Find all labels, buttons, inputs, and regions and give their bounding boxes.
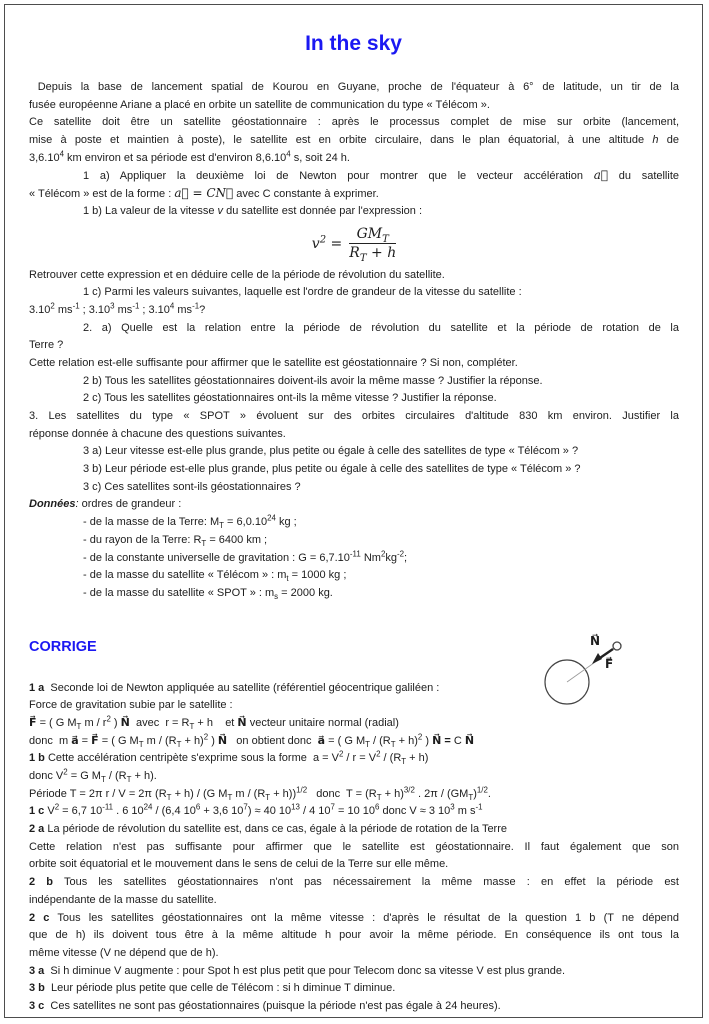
text-line: Retrouver cette expression et en déduire celle de la période de révolution du satellite. xyxy=(29,268,445,281)
text-line: 2 b Tous les satellites géostationnaires n'ont pas nécessairement la même masse : en effet la période est xyxy=(29,876,679,889)
fraction-numerator: $GM_T$ xyxy=(349,226,396,244)
text-line: 2 c) Tous les satellites géostationnaires ont-ils la même vitesse ? Justifier la réponse. xyxy=(83,392,497,405)
text-line: 1 a Seconde loi de Newton appliquée au satellite (référentiel géocentrique galiléen : xyxy=(29,681,440,694)
text-line: Force de gravitation subie par le satellite : xyxy=(29,699,233,712)
text-line: Depuis la base de lancement spatial de Kourou en Guyane, proche de l'équateur à 6° de latitude, un tir de la xyxy=(29,81,679,93)
orbit-diagram xyxy=(533,614,663,718)
page xyxy=(4,4,703,1018)
text-line: 3 c) Ces satellites sont-ils géostationnaires ? xyxy=(83,480,301,493)
satellite-circle xyxy=(613,642,621,650)
text-line: mise à poste et maintien à poste), le satellite est en orbite circulaire, dans le plan équatorial, à une altitude h de xyxy=(29,134,679,147)
text-line: 1 a) Appliquer la deuxième loi de Newton pour montrer que le vecteur accélération a⃗ du satellite xyxy=(83,168,679,183)
text-line: 1 b Cette accélération centripète s'exprime sous la forme $a = V^2 / r = V^2 / (R_T + h)$ xyxy=(29,750,429,767)
text-line: 3 b Leur période plus petite que celle de Télécom : si h diminue T diminue. xyxy=(29,982,396,995)
n-vector-label: N⃗ xyxy=(590,634,601,648)
text-line: 2. a) Quelle est la relation entre la période de révolution du satellite et la période de rotation de la xyxy=(83,321,679,334)
text-line: indépendante de la masse du satellite. xyxy=(29,893,217,906)
fraction xyxy=(349,226,397,264)
text-line: 2 c Tous les satellites géostationnaires ont la même vitesse : d'après le résultat de la question 1 b (T ne dépend xyxy=(29,911,679,924)
corrige-section xyxy=(29,680,679,1016)
text-line: - de la masse du satellite « Télécom » : $m_t = 1000$ kg ; xyxy=(83,569,347,584)
text-line: Cette relation n'est pas suffisante pour affirmer que le satellite est géostationnaire. Il faut également que son xyxy=(29,840,679,853)
corrige-text xyxy=(29,680,679,1016)
text-line: même vitesse (V ne dépend que de h). xyxy=(29,946,219,959)
text-line: Période T = 2π r / V = 2π $(R_T + h) / (G$ $M_T$ $m / (R_T + h))^{1/2}$ donc $T = (R_T + h)^{3/2}$ . $2\pi / (GM_T)^{1/2}$. xyxy=(29,785,491,802)
text-line: que de h) ils doivent tous être à la même altitude h pour avoir la même période. En conséquence ils ont tous la xyxy=(29,929,679,942)
force-arrowhead xyxy=(592,653,602,664)
text-line: 1 c) Parmi les valeurs suivantes, laquelle est l'ordre de grandeur de la vitesse du satellite : xyxy=(83,286,522,299)
page-title: In the sky xyxy=(305,32,402,55)
text-line: 1 b) La valeur de la vitesse v du satellite est donnée par l'expression : xyxy=(83,204,423,217)
text-line: 3 a) Leur vitesse est-elle plus grande, plus petite ou égale à celle des satellites de type « Télécom » ? xyxy=(83,445,579,458)
text-line: - du rayon de la Terre: $R_T = 6400$ km ; xyxy=(83,533,268,548)
text-line: 2 b) Tous les satellites géostationnaires doivent-ils avoir la même masse ? Justifier la réponse. xyxy=(83,374,543,387)
text-line: orbite soit équatorial et le mouvement dans le sens de celui de la Terre sur elle même. xyxy=(29,858,449,871)
text-line: - de la masse du satellite « SPOT » : $m_s = 2000$ kg. xyxy=(83,586,333,602)
text-line: - de la masse de la Terre: $M_T = 6,0.10^{24}$ kg ; xyxy=(83,514,297,531)
exercise-text-2 xyxy=(29,267,679,603)
corrige-heading: CORRIGE xyxy=(29,638,97,655)
velocity-formula xyxy=(29,222,679,266)
text-line: réponse donnée à chacune des questions suivantes. xyxy=(29,427,286,440)
text-line: Données: ordres de grandeur : xyxy=(29,498,182,511)
text-line: 3 c Ces satellites ne sont pas géostationnaires (puisque la période n'est pas égale à 24 heures). xyxy=(29,999,501,1012)
text-line: Ce satellite doit être un satellite géostationnaire : après le processus complet de mise sur orbite (lancement, xyxy=(29,116,679,129)
text-line: 3 b) Leur période est-elle plus grande, plus petite ou égale à celle des satellites de type « Télécom » ? xyxy=(83,463,581,476)
text-line: donc m a⃗ = F⃗ = ( G $M_T$ $m / (R_T + h)^2$ ) N⃗ on obtient donc a⃗ = ( G $M_T / (R_T + h)^2$ ) N⃗ = C N⃗ xyxy=(29,732,475,749)
exercise-text-1 xyxy=(29,79,679,221)
text-line: donc $V^2 = G$ $M_T / (R_T + h)$. xyxy=(29,768,157,785)
text-line: « Télécom » est de la forme : a⃗ = CN⃗ avec C constante à exprimer. xyxy=(29,186,379,201)
text-line: F⃗ = ( G $M_T$ m / $r^2$ ) N⃗ avec $r = R_T + h$ et N⃗ vecteur unitaire normal (radial) xyxy=(29,714,399,732)
text-line: 3.10$^2$ $ms^{-1}$ ; 3.10$^3$ $ms^{-1}$ ; 3.10$^4$ $ms^{-1}$? xyxy=(29,301,206,316)
text-line: fusée européenne Ariane a placé en orbite un satellite de communication du type « Télécom ». xyxy=(29,98,490,111)
formula-lhs: $v^2$ = xyxy=(311,233,343,252)
text-line: 3. Les satellites du type « SPOT » évoluent sur des orbites circulaires d'altitude 830 km environ. Justifier la xyxy=(29,410,679,422)
fraction-denominator: $R_T + h$ xyxy=(349,245,397,264)
text-line: Cette relation est-elle suffisante pour affirmer que le satellite est géostationnaire ? Si non, compléter. xyxy=(29,356,518,369)
text-line: 1 c $V^2 = 6,7$ $10^{-11}$ . 6 $10^{24} / (6,4$ $10^6 + 3,6$ $10^7) \approx 40$ $10^{13} / 4$ $10^7 = 10$ $10^6$ donc V ≈ 3 $10^3$ m $s^{-1}$ xyxy=(29,803,483,818)
text-line: Terre ? xyxy=(29,339,64,352)
text-line: 3 a Si h diminue V augmente : pour Spot h est plus petit que pour Telecom donc sa vitesse V est plus grande. xyxy=(29,964,566,977)
f-vector-label: F⃗ xyxy=(605,657,614,671)
text-line: - de la constante universelle de gravitation : $G = 6,7.10^{-11}$ $Nm^2kg^{-2}$; xyxy=(83,549,408,564)
text-line: 2 a La période de révolution du satellite est, dans ce cas, égale à la période de rotation de la Terre xyxy=(29,823,508,836)
document-body xyxy=(5,79,702,1016)
text-line: 3,6.10$^4$ km environ et sa période est d'environ 8,6.10$^4$ s, soit 24 h. xyxy=(29,149,350,164)
